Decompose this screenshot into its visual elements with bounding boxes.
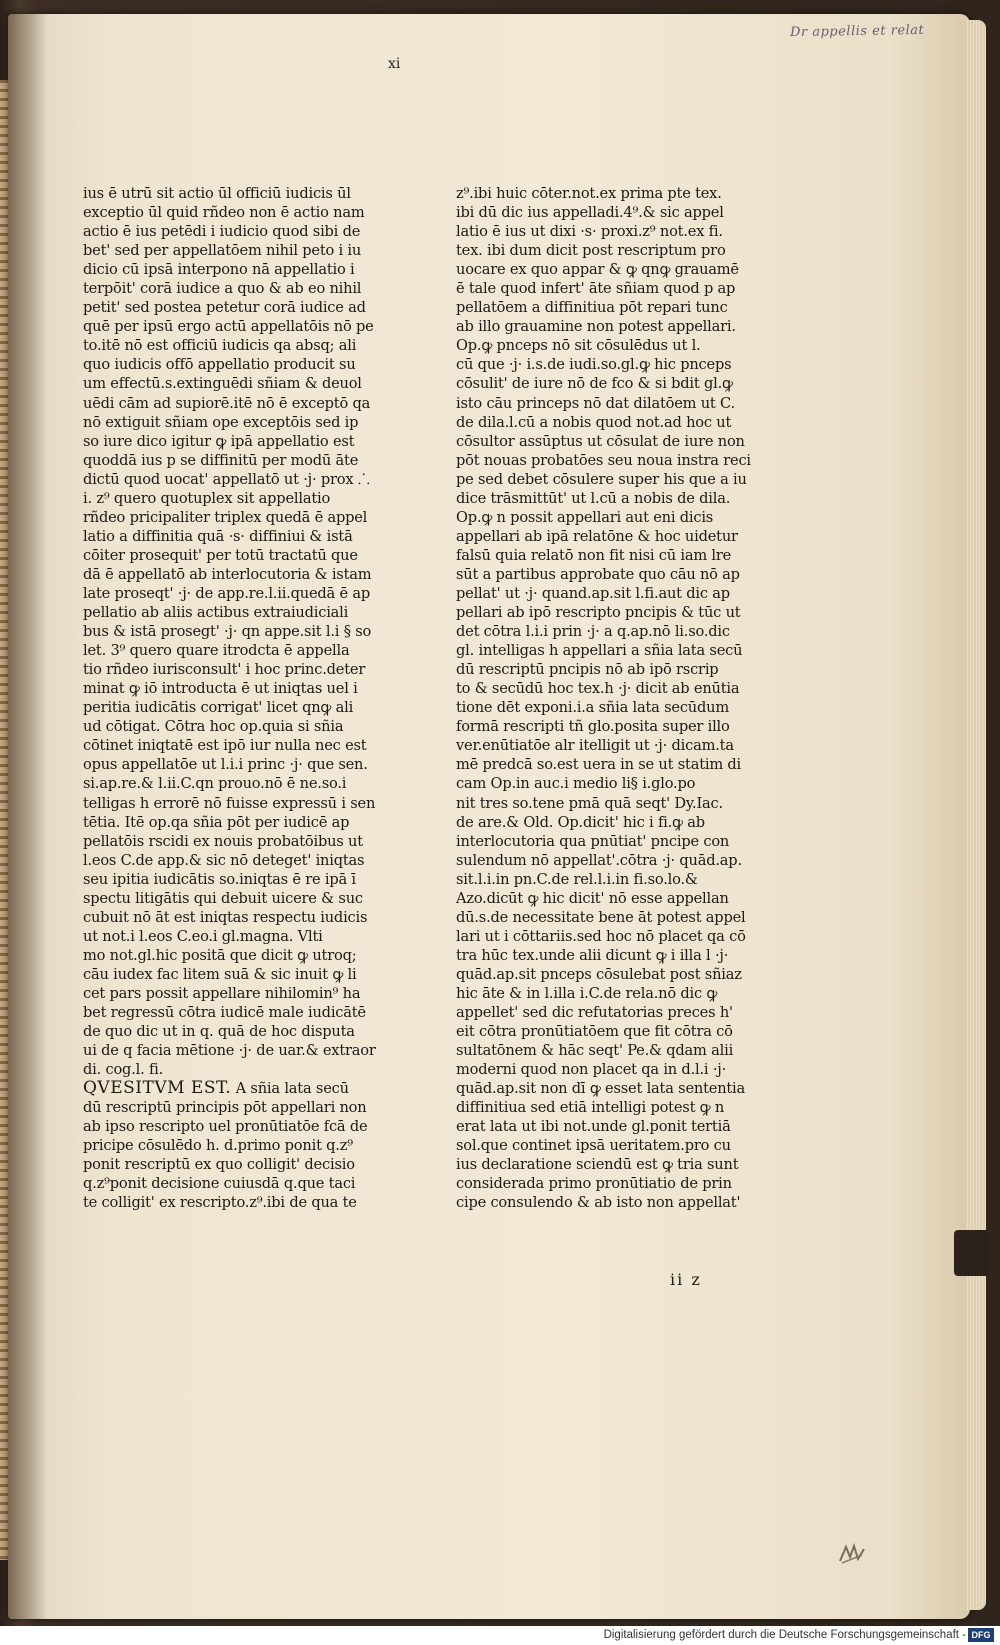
spine-shadow	[8, 14, 48, 1619]
folio-number: xi	[388, 56, 401, 72]
text-line: um effectū.s.extinguēdi sñiam & deuol	[83, 375, 362, 393]
signature-mark: ii z	[670, 1270, 702, 1289]
text-line: dū rescriptū pncipis nō ab ipō rscrip	[456, 661, 719, 679]
text-line: ud cōtigat. Cōtra hoc op.quia si sñia	[83, 718, 344, 736]
text-line: lari ut i cōttariis.sed hoc nō placet qa cō	[456, 927, 746, 945]
text-line: ius declaratione sciendū est ꝙ tria sunt	[456, 1156, 739, 1174]
text-line: Azo.dicūt ꝙ hic dicit' nō esse appellan	[456, 889, 729, 907]
text-line: tione dēt exponi.i.a sñia lata secūdum	[456, 699, 729, 717]
text-line: to.itē nō est officiū iudicis qa absq; ali	[83, 337, 357, 355]
text-line: quoddā ius p se diffinitū per modū āte	[83, 451, 359, 469]
text-line: seu ipitia iudicātis so.iniqtas ē re ipā ī	[83, 870, 356, 888]
text-line: cam Op.in auc.i medio li§ i.glo.po	[456, 775, 696, 793]
text-line: considerada primo pronūtiatio de prin	[456, 1175, 732, 1193]
text-line: isto cāu princeps nō dat dilatōem ut C.	[456, 394, 735, 412]
text-line: quē per ipsū ergo actū appellatōis nō pe	[83, 318, 374, 336]
text-line: pe sed debet cōsulere super his que a iu	[456, 470, 747, 488]
text-line: diffinitiua sed etiā intelligi potest ꝙ n	[456, 1099, 725, 1117]
text-line: ui de q facia mētione ·j· de uar.& extraor	[83, 1042, 376, 1060]
text-line: dū rescriptū principis pōt appellari non	[83, 1099, 367, 1117]
text-line: cāu iudex fac litem suā & sic inuit ꝙ li	[83, 965, 357, 983]
bookmark-tab	[954, 1230, 988, 1276]
text-line: bus & istā prosegt' ·j· qn appe.sit l.i § so	[83, 623, 372, 641]
text-line: appellet' sed dic refutatorias preces h'	[456, 1004, 733, 1022]
text-line: sit.l.i.in pn.C.de rel.l.i.in fi.so.lo.&	[456, 870, 698, 888]
text-line: erat lata ut ibi not.unde gl.ponit tertiā	[456, 1118, 731, 1136]
text-line: quād.ap.sit non dī ꝙ esset lata sententia	[456, 1080, 746, 1098]
text-line: pōt nouas probatōes seu noua instra reci	[456, 451, 751, 469]
text-line: appellari ab ipā relatōne & hoc uidetur	[456, 527, 738, 545]
text-line: ab ipso rescripto uel pronūtiatōe fcā de	[83, 1118, 368, 1136]
text-line: sol.que continet ipsā ueritatem.pro cu	[456, 1137, 731, 1155]
text-line: sūt a partibus approbate quo cāu nō ap	[456, 565, 740, 583]
text-line: cōsultor assūptus ut cōsulat de iure non	[456, 432, 745, 450]
text-line: let. 3⁹ quero quare itrodcta ē appella	[83, 642, 350, 660]
text-line: ibi dū dic ius appelladi.4⁹.& sic appel	[456, 204, 724, 222]
text-line: det cōtra l.i.i prin ·j· a q.ap.nō li.so.dic	[456, 623, 730, 641]
text-line: spectu litigātis qui debuit uicere & suc	[83, 889, 363, 907]
text-line: peritia iudicātis corrigat' licet qnꝙ ali	[83, 699, 354, 717]
text-line: Op.ꝙ pnceps nō sit cōsulēdus ut l.	[456, 337, 701, 355]
page-edges	[966, 20, 986, 1610]
text-line: sulendum nō appellat'.cōtra ·j· quād.ap.	[456, 851, 742, 869]
text-line: tex. ibi dum dicit post rescriptum pro	[456, 242, 726, 260]
text-line: gl. intelligas h appellari a sñia lata secū	[456, 642, 743, 660]
text-line: tētia. Itē op.qa sñia pōt per iudicē ap	[83, 813, 350, 831]
text-line: si.ap.re.& l.ii.C.qn prouo.nō ē ne.so.i	[83, 775, 347, 793]
text-line: exceptio ūl quid rñdeo non ē actio nam	[83, 204, 365, 222]
text-line: cū que ·j· i.s.de iudi.so.gl.ꝙ hic pnceps	[456, 356, 732, 374]
text-line: uēdi cām ad supiorē.itē nō ē exceptō qa	[83, 394, 371, 412]
text-line: opus appellatōe ut l.i.i princ ·j· que sen.	[83, 756, 368, 774]
text-line: dice trāsmittūt' ut l.cū a nobis de dila.	[456, 489, 731, 507]
text-line: quo iudicis offō appellatio producit su	[83, 356, 356, 374]
left-text-column	[83, 184, 376, 1213]
text-line: mē predcā so.est uera in se ut statim di	[456, 756, 742, 774]
text-line: telligas h errorē nō fuisse expressū i sen	[83, 794, 376, 812]
text-line: mo not.gl.hic positā que dicit ꝙ utroq;	[83, 946, 357, 964]
text-line: quād.ap.sit pnceps cōsulebat post sñiaz	[456, 965, 742, 983]
text-line: cet pars possit appellare nihilomin⁹ ha	[83, 984, 361, 1002]
text-line: eit cōtra pronūtiatōem que fit cōtra cō	[456, 1023, 733, 1041]
text-line: bet regressū cōtra iudicē male iudicātē	[83, 1004, 366, 1022]
text-line: minat ꝙ iō introducta ē ut iniqtas uel i	[83, 680, 358, 698]
text-line: late proseqt' ·j· de app.re.l.ii.quedā ē ap	[83, 584, 370, 602]
text-line: z⁹.ibi huic cōter.not.ex prima pte tex.	[456, 185, 722, 202]
text-line: ē tale quod infert' āte sñiam quod p ap	[456, 280, 736, 298]
text-line: dū.s.de necessitate bene āt potest appel	[456, 908, 746, 926]
text-line: i. z⁹ quero quotuplex sit appellatio	[83, 489, 331, 507]
text-line: petit' sed postea petetur corā iudice ad	[83, 299, 366, 317]
right-text-column	[456, 184, 751, 1213]
text-line: nit tres so.tene pmā quā seqt' Dy.Iac.	[456, 794, 723, 812]
text-line: cōtinet iniqtatē est ipō iur nulla nec est	[83, 737, 367, 755]
text-line: nō extiguit sñiam ope exceptōis sed ip	[83, 413, 359, 431]
text-line: so iure dico igitur ꝙ ipā appellatio est	[83, 432, 355, 450]
library-stamp-icon	[838, 1543, 868, 1565]
text-line: Op.ꝙ n possit appellari aut eni dicis	[456, 508, 714, 526]
text-line: tio rñdeo iurisconsult' i hoc princ.deter	[83, 661, 366, 679]
text-line: cubuit nō āt est iniqtas respectu iudicis	[83, 908, 368, 926]
text-line: pricipe cōsulēdo h. d.primo ponit q.z⁹	[83, 1137, 353, 1155]
text-line: l.eos C.de app.& sic nō deteget' iniqtas	[83, 851, 365, 869]
footer-credit: Digitalisierung gefördert durch die Deutsche Forschungsgemeinschaft -	[603, 1629, 966, 1641]
handwritten-annotation: Dr appellis et relat	[789, 22, 925, 41]
text-line: latio a diffinitia quā ·s· diffiniui & istā	[83, 527, 353, 545]
text-line: pellatōem a diffinitiua pōt repari tunc	[456, 299, 728, 317]
section-heading: QVESITVM EST.	[83, 1078, 232, 1099]
text-line: q.z⁹ponit decisione cuiusdā q.que taci	[83, 1175, 356, 1193]
text-line: pellat' ut ·j· quand.ap.sit l.fi.aut dic ap	[456, 584, 730, 602]
dfg-logo: DFG	[968, 1628, 994, 1642]
text-line: dā ē appellatō ab interlocutoria & istam	[83, 565, 372, 583]
text-line: tra hūc tex.unde alii dicunt ꝙ i illa l ·j·	[456, 946, 729, 964]
text-line: de dila.l.cū a nobis quod not.ad hoc ut	[456, 413, 732, 431]
text-line: dictū quod uocat' appellatō ut ·j· prox ⸫	[83, 470, 370, 488]
text-line: terpōit' corā iudice a quo & ab eo nihil	[83, 280, 362, 298]
text-line: de quo dic ut in q. quā de hoc disputa	[83, 1023, 355, 1041]
text-line: formā rescripti tñ glo.posita super illo	[456, 718, 730, 736]
text-line: actio ē ius petēdi i iudicio quod sibi de	[83, 223, 361, 241]
text-line: bet' sed per appellatōem nihil peto i iu	[83, 242, 362, 260]
text-line: cipe consulendo & ab isto non appellat'	[456, 1194, 741, 1212]
text-line: ponit rescriptū ex quo colligit' decisio	[83, 1156, 355, 1174]
text-line: hic āte & in l.illa i.C.de rela.nō dic ꝙ	[456, 984, 718, 1002]
section-heading-line	[83, 1079, 373, 1098]
text-line: pellatio ab aliis actibus extraiudiciali	[83, 604, 349, 622]
text-line: to & secūdū hoc tex.h ·j· dicit ab enūtia	[456, 680, 740, 698]
text-line: ver.enūtiatōe alr itelligit ut ·j· dicam.ta	[456, 737, 734, 755]
text-line: ius ē utrū sit actio ūl officiū iudicis ūl	[83, 185, 351, 202]
text-line: sultatōnem & hāc seqt' Pe.& qdam alii	[456, 1042, 734, 1060]
text-line: latio ē ius ut dixi ·s· proxi.z⁹ not.ex fi.	[456, 223, 723, 241]
text-line: ab illo grauamine non potest appellari.	[456, 318, 736, 336]
text-line: interlocutoria qua pnūtiat' pncipe con	[456, 832, 730, 850]
text-line: rñdeo pricipaliter triplex quedā ē appel	[83, 508, 368, 526]
text-line: moderni quod non placet qa in d.l.i ·j·	[456, 1061, 727, 1079]
text-line: de are.& Old. Op.dicit' hic i fi.ꝙ ab	[456, 813, 705, 831]
text-line: dicio cū ipsā interpono nā appellatio i	[83, 261, 355, 279]
text-line: ut not.i l.eos C.eo.i gl.magna. Vlti	[83, 927, 323, 945]
text-line: uocare ex quo appar & ꝙ qnꝙ grauamē	[456, 261, 739, 279]
text-line: A sñia lata secū	[231, 1080, 349, 1098]
text-line: falsū quia relatō non fit nisi cū iam lre	[456, 546, 732, 564]
text-line: te colligit' ex rescripto.z⁹.ibi de qua te	[83, 1194, 357, 1212]
text-line: pellari ab ipō rescripto pncipis & tūc ut	[456, 604, 741, 622]
text-line: di. cog.l. fi.	[83, 1061, 164, 1079]
text-line: cōsulit' de iure nō de fco & si bdit gl.ꝙ	[456, 375, 733, 393]
text-line: pellatōis rscidi ex nouis probatōibus ut	[83, 832, 363, 850]
text-line: cōiter prosequit' per totū tractatū que	[83, 546, 358, 564]
